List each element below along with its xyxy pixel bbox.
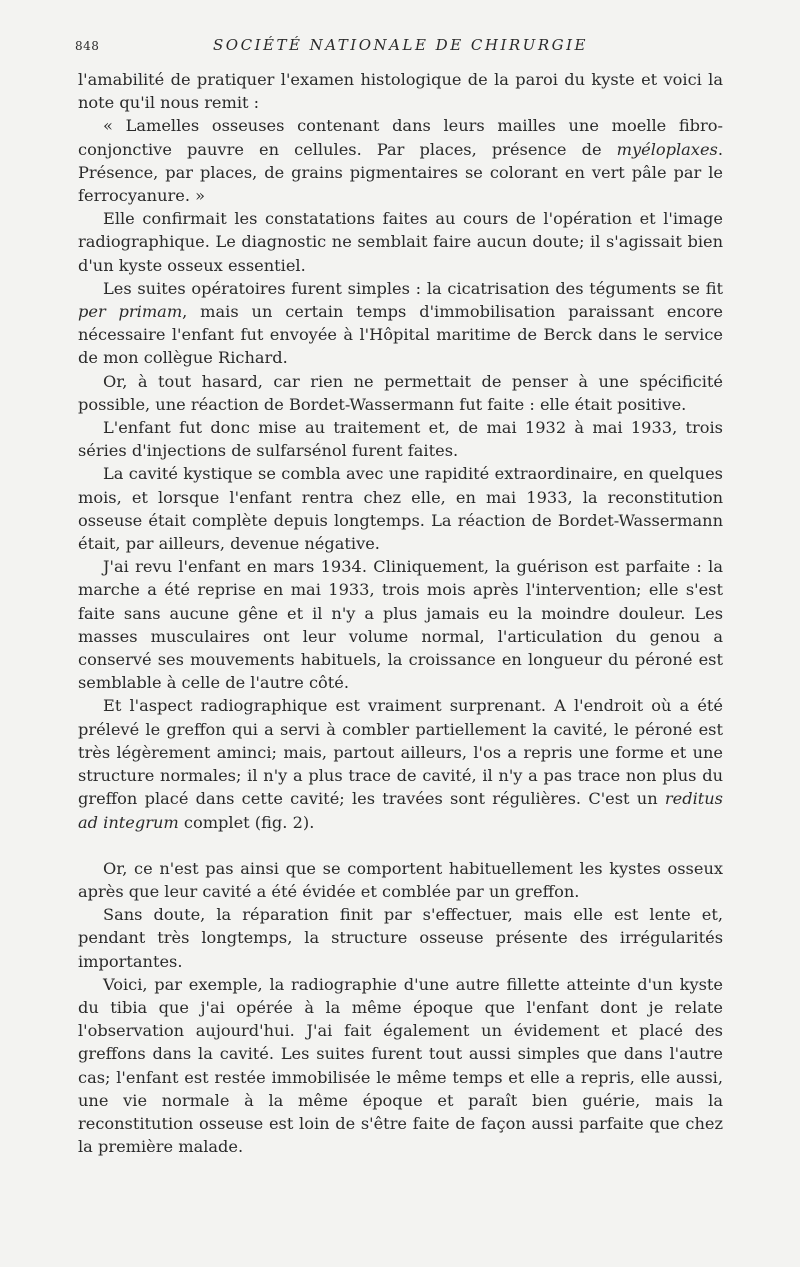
paragraph-5: Or, à tout hasard, car rien ne permettait de penser à une spécificité possible, une réaction de Bordet-Wassermann fut faite : elle était positive. xyxy=(78,371,723,414)
paragraph-4: Les suites opératoires furent simples : la cicatrisation des téguments se fit per primam, mais un certain temps d'immobilisation paraissant encore nécessaire l'enfant fut envoyée à l'Hôpital maritime de Berck dans le service de mon collègue Richard. xyxy=(78,278,723,368)
paragraph-8: J'ai revu l'enfant en mars 1934. Cliniquement, la guérison est parfaite : la marche a été reprise en mai 1933, trois mois après l'intervention; elle s'est faite sans aucune gêne et il n'y a plus jamais eu la moindre douleur. Les masses musculaires ont leur volume normal, l'articulation du genou a conservé ses mouvements habituels, la croissance en longueur du péroné est semblable à celle de l'autre côté. xyxy=(78,557,723,693)
paragraph-11: Sans doute, la réparation finit par s'effectuer, mais elle est lente et, pendant très longtemps, la structure osseuse présente des irrégularités importantes. xyxy=(78,905,723,971)
running-head xyxy=(75,36,723,60)
paragraph-2: « Lamelles osseuses contenant dans leurs mailles une moelle fibro-conjonctive pauvre en cellules. Par places, présence de myéloplaxes. Présence, par places, de grains pigmentaires se colorant en vert pâle par le ferrocyanure. » xyxy=(78,116,723,206)
paragraph-10: Or, ce n'est pas ainsi que se comportent habituellement les kystes osseux après que leur cavité a été évidée et comblée par un greffon. xyxy=(78,858,723,901)
page-number: 848 xyxy=(75,39,100,53)
document-page xyxy=(75,36,723,1158)
paragraph-12: Voici, par exemple, la radiographie d'une autre fillette atteinte d'un kyste du tibia que j'ai opérée à la même époque que l'enfant dont je relate l'observation aujourd'hui. J'ai fait également un évidement et placé des greffons dans la cavité. Les suites furent tout aussi simples que dans l'autre cas; l'enfant est restée immobilisée le même temps et elle a repris, elle aussi, une vie normale à la même époque et paraît bien guérie, mais la reconstitution osseuse est loin de s'être faite de façon aussi parfaite que chez la première malade. xyxy=(78,974,723,1157)
paragraph-3: Elle confirmait les constatations faites au cours de l'opération et l'image radiographique. Le diagnostic ne semblait faire aucun doute; il s'agissait bien d'un kyste osseux essentiel. xyxy=(78,209,723,275)
paragraph-7: La cavité kystique se combla avec une rapidité extraordinaire, en quelques mois, et lorsque l'enfant rentra chez elle, en mai 1933, la reconstitution osseuse était complète depuis longtemps. La réaction de Bordet-Wassermann était, par ailleurs, devenue négative. xyxy=(78,464,723,554)
body-text xyxy=(78,68,723,1158)
paragraph-9: Et l'aspect radiographique est vraiment surprenant. A l'endroit où a été prélevé le greffon qui a servi à combler partiellement la cavité, le péroné est très légèrement aminci; mais, partout ailleurs, l'os a repris une forme et une structure normales; il n'y a plus trace de cavité, il n'y a pas trace non plus du greffon placé dans cette cavité; les travées sont régulières. C'est un reditus ad integrum complet (fig. 2). xyxy=(78,696,723,832)
paragraph-1: l'amabilité de pratiquer l'examen histologique de la paroi du kyste et voici la note qu'il nous remit : xyxy=(78,70,723,113)
paragraph-6: L'enfant fut donc mise au traitement et, de mai 1932 à mai 1933, trois séries d'injections de sulfarsénol furent faites. xyxy=(78,418,723,461)
journal-title: SOCIÉTÉ NATIONALE DE CHIRURGIE xyxy=(213,36,588,54)
